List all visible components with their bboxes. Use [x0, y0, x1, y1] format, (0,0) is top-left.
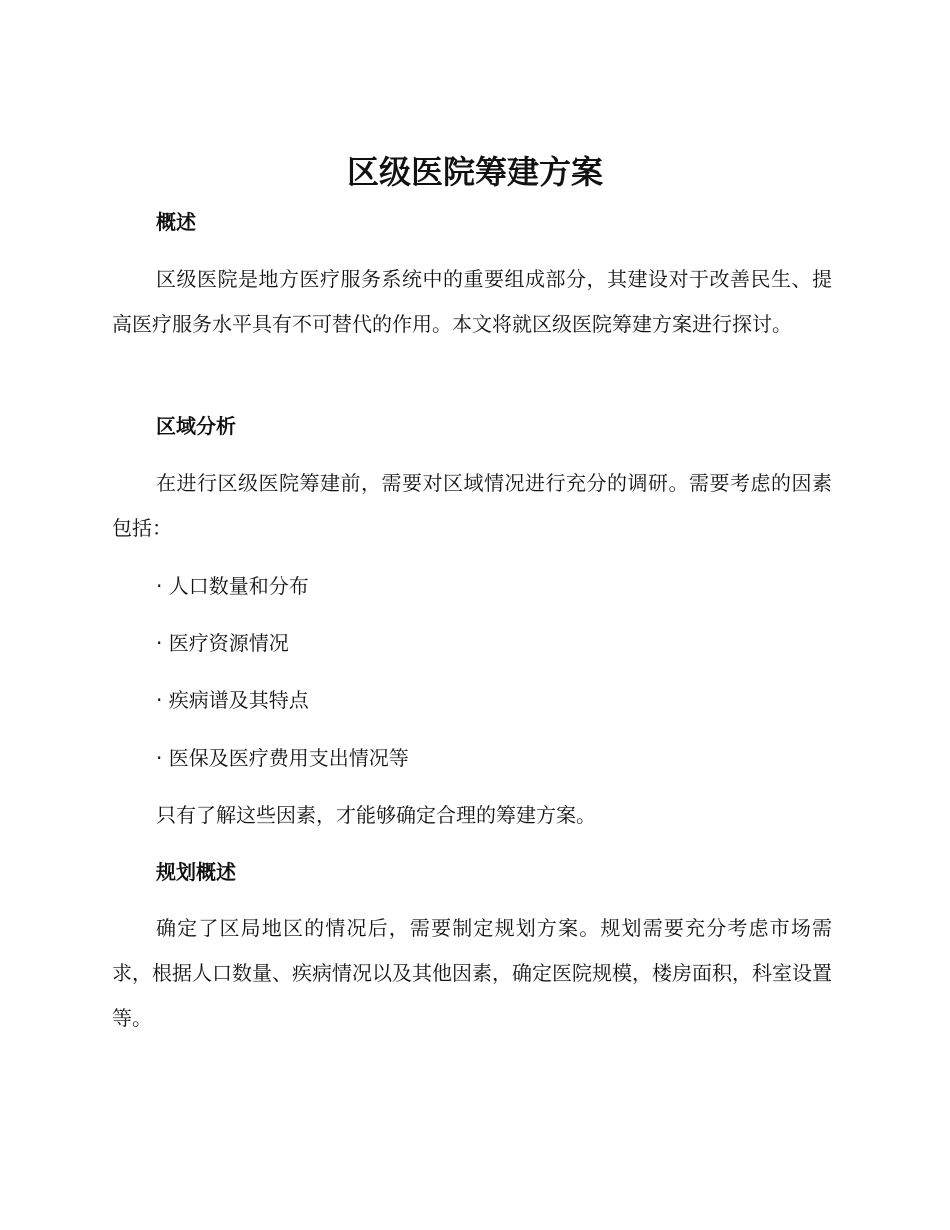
document-title: 区级医院筹建方案: [346, 153, 603, 191]
bullet-item: · 医疗资源情况: [156, 631, 289, 655]
overview-paragraph: 区级医院是地方医疗服务系统中的重要组成部分，其建设对于改善民生、提高医疗服务水平具有不可替代的作用。本文将就区级医院筹建方案进行探讨。: [112, 267, 832, 336]
section-heading-regional-analysis: 区域分析: [156, 414, 236, 438]
section-heading-overview: 概述: [156, 210, 196, 234]
bullet-item: · 疾病谱及其特点: [156, 688, 309, 712]
planning-overview-paragraph: 确定了区局地区的情况后，需要制定规划方案。规划需要充分考虑市场需求，根据人口数量、疾病情况以及其他因素，确定医院规模，楼房面积，科室设置等。: [112, 916, 832, 1030]
bullet-item: · 人口数量和分布: [156, 574, 309, 598]
section-heading-planning-overview: 规划概述: [156, 860, 236, 884]
bullet-item: · 医保及医疗费用支出情况等: [156, 746, 409, 770]
regional-analysis-closing: 只有了解这些因素，才能够确定合理的筹建方案。: [156, 803, 596, 827]
regional-analysis-paragraph: 在进行区级医院筹建前，需要对区域情况进行充分的调研。需要考虑的因素包括：: [112, 471, 832, 540]
